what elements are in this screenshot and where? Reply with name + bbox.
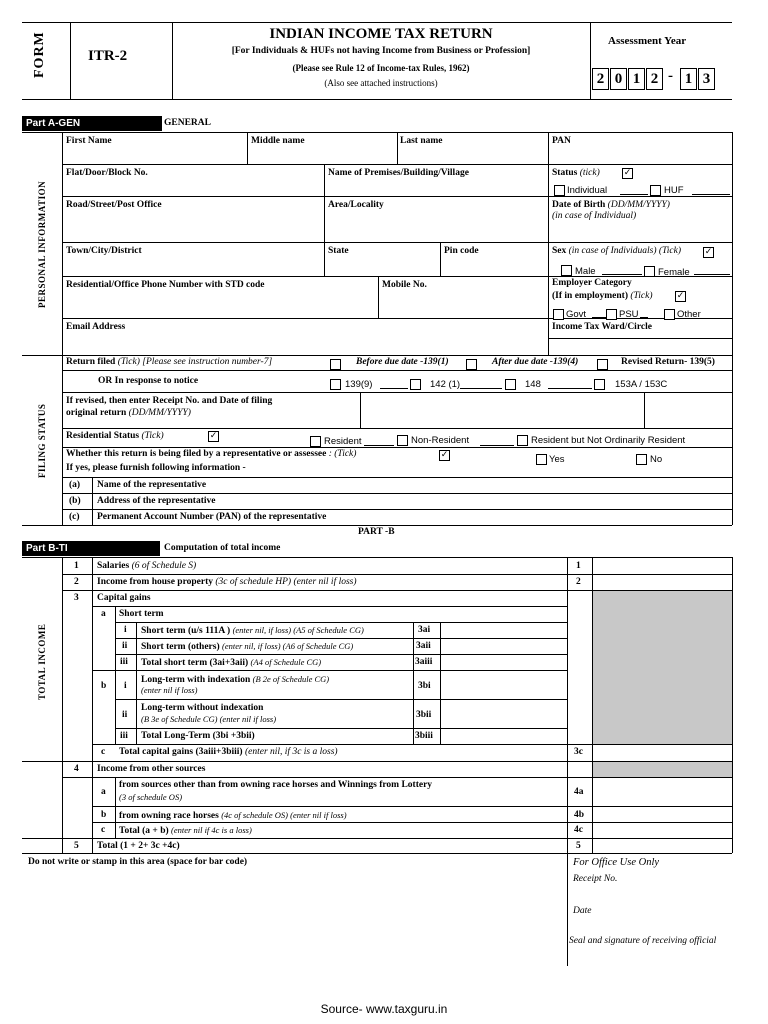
year-digit: 0 xyxy=(610,68,627,90)
total-long-term-input[interactable] xyxy=(441,729,567,744)
revised-receipt-input[interactable] xyxy=(361,393,643,427)
employer-tick-box: ✓ xyxy=(676,291,685,301)
short-term-others-label xyxy=(141,641,353,653)
revised-receipt-label-2 xyxy=(66,408,191,419)
row-sub-letter: b xyxy=(101,810,107,820)
race-horses-note: (4c of schedule OS) (enter nil if loss) xyxy=(221,810,347,820)
emp-psu-label: PSU xyxy=(619,309,639,320)
status-tick-note: (tick) xyxy=(579,168,600,178)
other-sources-label: Income from other sources xyxy=(97,764,206,774)
row-box-label: 3ai xyxy=(418,625,431,635)
total-income-side-label: TOTAL INCOME xyxy=(37,623,47,700)
rep-yes-label: Yes xyxy=(549,454,565,465)
revised-date-input[interactable] xyxy=(645,393,731,427)
representative-question-text: Whether this return is being filed by a representative or assessee xyxy=(66,449,327,459)
area-field[interactable]: Area/Locality xyxy=(328,200,384,210)
employer-note xyxy=(552,291,653,302)
year-dash: - xyxy=(668,68,673,84)
n139-9-checkbox[interactable] xyxy=(330,379,341,390)
long-term-indexation-note-2: (enter nil if loss) xyxy=(141,685,198,695)
last-name-field[interactable]: Last name xyxy=(400,136,443,146)
form-word: FORM xyxy=(32,31,47,78)
short-term-others-note: (enter nil, if loss) (A6 of Schedule CG) xyxy=(222,641,354,651)
long-term-indexation-text: Long-term with indexation xyxy=(141,675,251,685)
grand-total-label: Total (1 + 2+ 3c +4c) xyxy=(97,841,180,851)
assessment-year-label: Assessment Year xyxy=(608,35,687,47)
before-due-label: Before due date -139(1) xyxy=(356,357,449,367)
row-box-label: 4b xyxy=(574,810,585,820)
long-term-indexation-input[interactable] xyxy=(441,671,567,699)
total-short-term-note: (A4 of Schedule CG) xyxy=(250,657,322,667)
resident-checkbox[interactable] xyxy=(310,436,321,447)
grand-total-input[interactable] xyxy=(593,839,732,853)
ward-field[interactable]: Income Tax Ward/Circle xyxy=(552,322,652,332)
part-a-label: Part A-GEN xyxy=(22,116,162,131)
rep-no-label: No xyxy=(650,454,663,465)
short-term-111a-label xyxy=(141,625,364,637)
row-sub-letter: b xyxy=(101,681,107,691)
town-field[interactable]: Town/City/District xyxy=(66,246,142,256)
short-term-111a-note: (enter nil, if loss) (A5 of Schedule CG) xyxy=(232,625,364,635)
total-capital-gains-input[interactable] xyxy=(593,745,732,760)
rep-row-id: (b) xyxy=(69,496,81,506)
pin-field[interactable]: Pin code xyxy=(444,246,479,256)
revised-receipt-format: (DD/MM/YYYY) xyxy=(128,408,191,418)
row-sub-letter: c xyxy=(101,747,106,757)
row-roman: i xyxy=(124,625,127,635)
row-sub-letter: c xyxy=(101,825,106,835)
representative-tick-box: ✓ xyxy=(440,450,449,460)
status-label xyxy=(552,168,600,179)
row-box-label: 2 xyxy=(576,577,581,587)
row-number: 4 xyxy=(74,764,79,774)
res-status-tick-box: ✓ xyxy=(209,431,218,441)
total-short-term-input[interactable] xyxy=(441,655,567,670)
return-filed-note: (Tick) [Please see instruction number-7] xyxy=(117,357,273,367)
form-title: INDIAN INCOME TAX RETURN xyxy=(269,26,493,42)
row-box-label: 3bi xyxy=(418,681,431,691)
return-filed-label xyxy=(66,357,272,368)
n139-9-label: 139(9) xyxy=(345,379,373,390)
row-roman: ii xyxy=(122,710,128,720)
status-huf-checkbox[interactable] xyxy=(650,185,661,196)
res-status-label xyxy=(66,431,164,442)
rep-pan-field[interactable]: Permanent Account Number (PAN) of the representative xyxy=(97,512,327,522)
other-sources-a-label: from sources other than from owning race horses and Winnings from Lottery xyxy=(119,780,433,790)
revised-label: Revised Return- 139(5) xyxy=(621,357,715,367)
year-digit: 3 xyxy=(698,68,715,90)
n153a-checkbox[interactable] xyxy=(594,379,605,390)
house-property-text: Income from house property xyxy=(97,577,214,587)
sex-tick-box: ✓ xyxy=(704,247,713,257)
row-number: 3 xyxy=(74,593,79,603)
n148-checkbox[interactable] xyxy=(505,379,516,390)
n153a-label: 153A / 153C xyxy=(615,379,668,390)
before-due-checkbox[interactable] xyxy=(330,359,341,370)
other-sources-total-label xyxy=(119,825,252,837)
row-sub-letter: a xyxy=(101,787,106,797)
dob-note: (in case of Individual) xyxy=(552,211,637,221)
other-sources-a-note: (3 of schedule OS) xyxy=(119,792,183,802)
representative-tick-note: : (Tick) xyxy=(328,449,357,459)
row-box-label: 4c xyxy=(574,825,583,835)
salaries-input[interactable] xyxy=(593,558,732,573)
email-field[interactable]: Email Address xyxy=(66,322,126,332)
after-due-checkbox[interactable] xyxy=(466,359,477,370)
short-term-others-text: Short term (others) xyxy=(141,642,220,652)
short-term-111a-text: Short term (u/s 111A ) xyxy=(141,626,231,636)
revised-checkbox[interactable] xyxy=(597,359,608,370)
status-individual-label: Individual xyxy=(567,185,608,196)
short-term-label: Short term xyxy=(119,609,164,619)
personal-info-side-label: PERSONAL INFORMATION xyxy=(37,180,47,308)
resident-label: Resident xyxy=(324,436,362,447)
part-b-title: PART -B xyxy=(358,527,395,537)
furnish-label: If yes, please furnish following information - xyxy=(66,463,246,473)
long-term-indexation-note: (B 2e of Schedule CG) xyxy=(252,674,330,684)
rep-yes-checkbox[interactable] xyxy=(536,454,547,465)
phone-field[interactable]: Residential/Office Phone Number with STD code xyxy=(66,280,265,290)
employer-category-label: Employer Category xyxy=(552,278,632,288)
seal-label: Seal and signature of receiving official xyxy=(569,936,717,946)
source-footer: Source- www.taxguru.in xyxy=(320,1002,448,1016)
sex-female-label: Female xyxy=(658,267,690,278)
row-box-label: 3c xyxy=(574,747,583,757)
long-term-without-note: (B 3e of Schedule CG) (enter nil if loss) xyxy=(141,714,277,724)
year-digit: 1 xyxy=(628,68,645,90)
row-roman: ii xyxy=(122,641,128,651)
total-capital-gains-label xyxy=(119,747,338,758)
office-use-label: For Office Use Only xyxy=(573,857,660,868)
year-digit: 2 xyxy=(646,68,663,90)
form-subtitle: [For Individuals & HUFs not having Income from Business or Profession] xyxy=(231,46,531,56)
road-field[interactable]: Road/Street/Post Office xyxy=(66,200,162,210)
capital-gains-label: Capital gains xyxy=(97,593,151,603)
sex-female-checkbox[interactable] xyxy=(644,266,655,277)
rule-note: (Please see Rule 12 of Income-tax Rules, 1962) xyxy=(292,63,470,73)
short-term-others-input[interactable] xyxy=(441,639,567,654)
part-b-heading: Computation of total income xyxy=(164,543,281,553)
mobile-field[interactable]: Mobile No. xyxy=(382,280,427,290)
row-roman: iii xyxy=(120,657,128,667)
emp-govt-label: Govt xyxy=(566,309,587,320)
sex-male-label: Male xyxy=(575,266,596,277)
state-field[interactable]: State xyxy=(328,246,349,256)
row-box-label: 4a xyxy=(574,787,584,797)
house-property-note: (3c of schedule HP) (enter nil if loss) xyxy=(215,577,357,587)
race-horses-text: from owning race horses xyxy=(119,811,219,821)
row-box-label: 3biii xyxy=(415,731,433,741)
revised-receipt-text: original return xyxy=(66,408,127,418)
emp-govt-checkbox[interactable] xyxy=(553,309,564,320)
dob-field[interactable] xyxy=(552,200,670,211)
total-short-term-label xyxy=(141,657,321,669)
date-label: Date xyxy=(573,906,592,916)
year-digit: 2 xyxy=(592,68,609,90)
other-sources-total-input[interactable] xyxy=(593,823,732,838)
n142-1-label: 142 (1) xyxy=(430,379,461,390)
other-sources-a-input[interactable] xyxy=(593,778,732,806)
row-number: 1 xyxy=(74,561,79,571)
receipt-no-label: Receipt No. xyxy=(573,874,618,884)
rep-address-field[interactable]: Address of the representative xyxy=(97,496,216,506)
after-due-label: After due date -139(4) xyxy=(492,357,579,367)
total-capital-gains-text: Total capital gains (3aiii+3biii) xyxy=(119,747,243,757)
row-sub-letter: a xyxy=(101,609,106,619)
row-box-label: 5 xyxy=(576,841,581,851)
salaries-label xyxy=(97,561,196,572)
rep-no-checkbox[interactable] xyxy=(636,454,647,465)
sex-note: (in case of Individuals) (Tick) xyxy=(568,246,682,256)
employer-note-text: (If in employment) xyxy=(552,291,628,301)
salaries-text: Salaries xyxy=(97,561,130,571)
row-box-label: 3aiii xyxy=(415,657,433,667)
rnor-checkbox[interactable] xyxy=(517,435,528,446)
house-property-input[interactable] xyxy=(593,575,732,590)
res-status-text: Residential Status xyxy=(66,431,140,441)
part-a-heading: GENERAL xyxy=(164,118,211,128)
status-huf-label: HUF xyxy=(664,185,684,196)
res-status-tick: (Tick) xyxy=(141,431,164,441)
row-roman: i xyxy=(124,681,127,691)
other-sources-total-text: Total (a + b) xyxy=(119,826,169,836)
sex-text: Sex xyxy=(552,246,567,256)
status-individual-checkbox[interactable] xyxy=(554,185,565,196)
instructions-note: (Also see attached instructions) xyxy=(324,78,438,88)
middle-name-field[interactable]: Middle name xyxy=(251,136,305,146)
form-code: ITR-2 xyxy=(88,48,128,64)
n148-label: 148 xyxy=(525,379,541,390)
non-resident-checkbox[interactable] xyxy=(397,435,408,446)
non-resident-label: Non-Resident xyxy=(411,435,470,446)
row-box-label: 1 xyxy=(576,561,581,571)
emp-other-checkbox[interactable] xyxy=(664,309,675,320)
total-short-term-text: Total short term (3ai+3aii) xyxy=(141,658,249,668)
premises-field[interactable]: Name of Premises/Building/Village xyxy=(328,168,469,178)
race-horses-input[interactable] xyxy=(593,807,732,822)
revised-receipt-label: If revised, then enter Receipt No. and Date of filing xyxy=(66,396,273,406)
status-tick-box: ✓ xyxy=(623,168,632,178)
n142-1-checkbox[interactable] xyxy=(410,379,421,390)
row-roman: iii xyxy=(120,731,128,741)
short-term-111a-input[interactable] xyxy=(441,623,567,638)
rep-row-id: (c) xyxy=(69,512,80,522)
dob-label: Date of Birth xyxy=(552,200,606,210)
rep-row-id: (a) xyxy=(69,480,81,490)
other-sources-total-note: (enter nil if 4c is a loss) xyxy=(171,825,252,835)
part-b-label: Part B-TI xyxy=(22,541,160,556)
race-horses-label xyxy=(119,810,347,822)
barcode-area-note: Do not write or stamp in this area (space for bar code) xyxy=(28,857,248,867)
rep-name-field[interactable]: Name of the representative xyxy=(97,480,207,490)
emp-psu-checkbox[interactable] xyxy=(606,309,617,320)
flat-field[interactable]: Flat/Door/Block No. xyxy=(66,168,148,178)
dob-format: (DD/MM/YYYY) xyxy=(607,200,670,210)
emp-other-label: Other xyxy=(677,309,701,320)
rnor-label: Resident but Not Ordinarily Resident xyxy=(531,435,686,446)
salaries-note: (6 of Schedule S) xyxy=(131,561,197,571)
status-text: Status xyxy=(552,168,578,178)
total-capital-gains-note: (enter nil, if 3c is a loss) xyxy=(244,747,338,757)
long-term-without-label: Long-term without indexation xyxy=(141,703,264,713)
return-filed-text: Return filed xyxy=(66,357,116,367)
row-number: 5 xyxy=(74,841,79,851)
house-property-label xyxy=(97,577,357,588)
row-box-label: 3bii xyxy=(416,710,432,720)
filing-status-side-label: FILING STATUS xyxy=(37,403,47,478)
row-number: 2 xyxy=(74,577,79,587)
notice-label: OR In response to notice xyxy=(98,376,199,386)
representative-question xyxy=(66,449,356,460)
first-name-field[interactable]: First Name xyxy=(66,136,112,146)
row-box-label: 3aii xyxy=(416,641,431,651)
long-term-without-input[interactable] xyxy=(441,700,567,728)
sex-male-checkbox[interactable] xyxy=(561,265,572,276)
total-long-term-label: Total Long-Term (3bi +3bii) xyxy=(141,731,255,741)
pan-field[interactable]: PAN xyxy=(552,136,571,146)
year-digit: 1 xyxy=(680,68,697,90)
employer-tick-note: (Tick) xyxy=(630,291,653,301)
sex-label xyxy=(552,246,681,257)
